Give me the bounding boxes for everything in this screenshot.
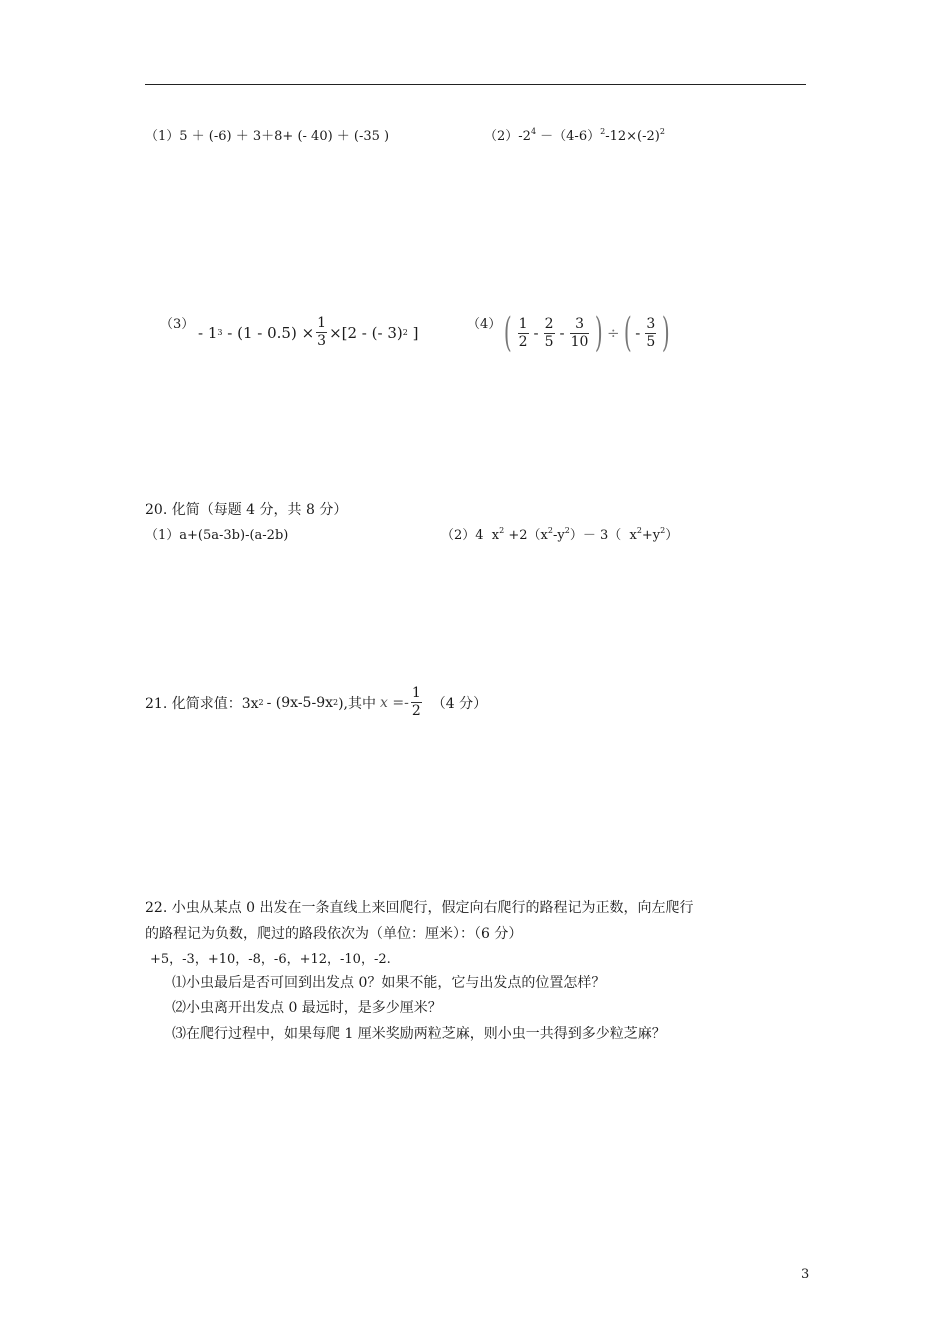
left-paren-2: ( (623, 310, 632, 356)
q22-sub2: ⑵小虫离开出发点 0 最远时，是多少厘米？ (172, 1000, 442, 1016)
q22-line1: 22. 小虫从某点 0 出发在一条直线上来回爬行，假定向右爬行的路程记为正数，向左爬行 (145, 900, 694, 916)
fraction-3-5: $\frac{3}{5}$ (646, 315, 656, 350)
left-paren: ( (503, 310, 512, 356)
page-number: 3 (801, 1267, 810, 1282)
header-rule (145, 84, 806, 85)
q20-part2: （2）4 $x^2 +2(x^2-y^2)- 3$（ $x^2+y^2$） (441, 526, 679, 543)
q20-title: 20. 化简（每题 4 分，共 8 分） (145, 502, 348, 518)
q19-part3-label: （3） (160, 317, 195, 332)
q19-part1: （1）5 ＋ (-6) ＋ 3＋8+ (- 40) ＋ (-35 ) (145, 129, 390, 144)
fraction-one-half: $\frac{1}{2}$ (411, 685, 421, 719)
q19-part4-expression: ( $\frac{1}{2}$ - $\frac{2}{5}$ - $\frac{3}{10}$ ) ÷ ( - $\frac{3}{5}$ ) (503, 310, 670, 356)
q19-part2: $(2)-2^4 -(4-6)^2-12\times(-2)^2$ (484, 127, 665, 144)
q22-line2: 的路程记为负数，爬过的路段依次为（单位：厘米）：（6 分） (145, 926, 523, 942)
fraction-3-10: $\frac{3}{10}$ (570, 315, 589, 350)
q22-sub1: ⑴小虫最后是否可回到出发点 0？如果不能，它与出发点的位置怎样？ (172, 975, 606, 991)
fraction-one-third: $\frac{1}{3}$ (317, 315, 327, 349)
q20-part1: （1）a+(5a-3b)-(a-2b) (145, 528, 289, 543)
fraction-2-5: $\frac{2}{5}$ (544, 315, 554, 350)
q19-part4-label: （4） (467, 317, 502, 332)
q21: 21. 化简求值：3x 2 - (9x-5-9x 2 ),其中 x =- $\frac{1}{2}$ （4 分） (145, 685, 488, 719)
right-paren: ) (595, 310, 604, 356)
q22-sub3: ⑶在爬行过程中，如果每爬 1 厘米奖励两粒芝麻，则小虫一共得到多少粒芝麻？ (172, 1026, 666, 1042)
q22-distances: +5，-3，+10，-8，-6，+12，-10，-2. (150, 952, 391, 967)
q19-part3-expression: - 1 3 - (1 - 0.5) × $\frac{1}{3}$ ×[2 - (- 3) 2 ] (198, 315, 419, 349)
right-paren-2: ) (662, 310, 670, 356)
fraction-1-2: $\frac{1}{2}$ (518, 315, 528, 350)
